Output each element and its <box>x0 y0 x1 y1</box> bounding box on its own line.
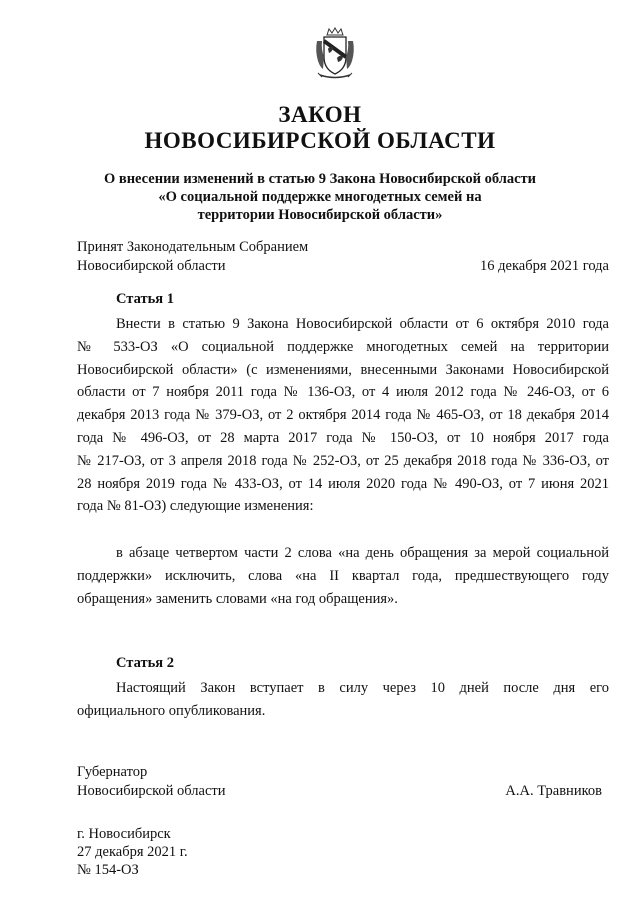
paragraph-line: года № 81-ОЗ) следующие изменения: <box>77 498 314 515</box>
signing-date: 27 декабря 2021 г. <box>77 844 188 860</box>
paragraph-line: года № 496-ОЗ, от 28 марта 2017 года № 150-ОЗ, от 10 ноября 2017 года <box>77 429 609 446</box>
subtitle-line: территории Новосибирской области» <box>197 207 443 223</box>
paragraph-line: обращения» заменить словами «на год обращения». <box>77 590 398 607</box>
article-2-paragraph <box>77 677 609 723</box>
paragraph-line: поддержки» исключить, слова «на II квартал года, предшествующего году <box>77 567 609 584</box>
signature-block <box>77 763 609 801</box>
place-date-block <box>77 825 188 879</box>
article-1-heading: Статья 1 <box>116 291 174 307</box>
coat-of-arms-icon <box>314 27 356 81</box>
article-2-heading: Статья 2 <box>116 655 174 671</box>
paragraph-line: Новосибирской области» (с изменениями, внесенными Законами Новосибирской <box>77 361 609 378</box>
region-title: НОВОСИБИРСКОЙ ОБЛАСТИ <box>144 128 496 153</box>
signatory-position: Губернатор <box>77 764 148 780</box>
signing-city: г. Новосибирск <box>77 826 171 842</box>
article-1-paragraph-1 <box>77 313 609 518</box>
adoption-block <box>77 238 609 276</box>
law-title: ЗАКОН <box>278 102 362 127</box>
adoption-line <box>77 257 609 276</box>
adoption-line: Принят Законодательным Собранием <box>77 239 309 255</box>
paragraph-line: области от 7 ноября 2011 года № 136-ОЗ, от 4 июля 2012 года № 246-ОЗ, от 6 <box>77 384 609 401</box>
law-number: № 154-ОЗ <box>77 862 139 878</box>
paragraph-line: 28 ноября 2019 года № 433-ОЗ, от 14 июля 2020 года № 490-ОЗ, от 7 июня 2021 <box>77 475 609 492</box>
paragraph-line: № 533-ОЗ «О социальной поддержке многодетных семей на территории <box>77 338 609 355</box>
signatory-name: А.А. Травников <box>505 783 602 799</box>
paragraph-line: № 217-ОЗ, от 3 апреля 2018 года № 252-ОЗ, от 25 декабря 2018 года № 336-ОЗ, от <box>77 452 609 469</box>
subtitle-line: О внесении изменений в статью 9 Закона Новосибирской области <box>103 171 537 187</box>
subtitle-line: «О социальной поддержке многодетных семей на <box>158 189 482 205</box>
paragraph-line: Внести в статью 9 Закона Новосибирской области от 6 октября 2010 года <box>116 316 609 332</box>
adoption-date: 16 декабря 2021 года <box>480 258 609 274</box>
paragraph-line: Настоящий Закон вступает в силу через 10 дней после дня его <box>116 680 609 696</box>
article-1-paragraph-2 <box>77 542 609 610</box>
paragraph-line: официального опубликования. <box>77 702 266 719</box>
law-subtitle <box>60 170 580 224</box>
paragraph-line: декабря 2013 года № 379-ОЗ, от 2 октября 2014 года № 465-ОЗ, от 18 декабря 2014 <box>77 407 609 424</box>
adoption-body: Новосибирской области <box>77 258 226 274</box>
signatory-region: Новосибирской области <box>77 783 226 799</box>
paragraph-line: в абзаце четвертом части 2 слова «на день обращения за мерой социальной <box>116 545 609 561</box>
signatory-row <box>77 782 609 801</box>
